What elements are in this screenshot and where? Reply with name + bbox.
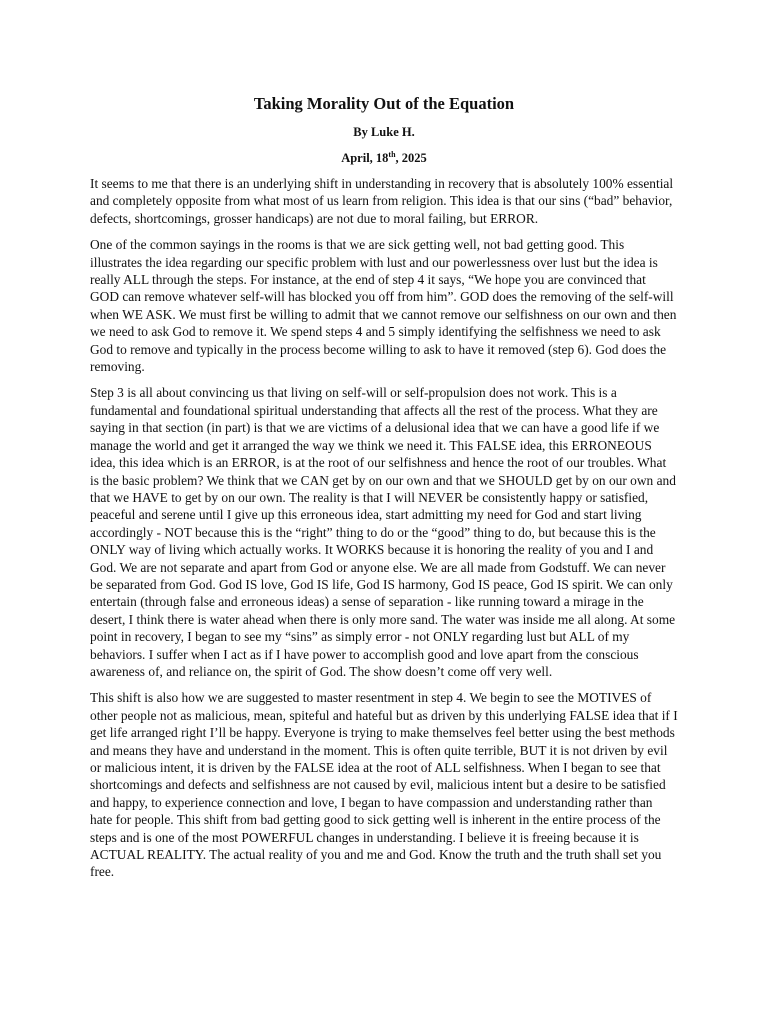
- date-text: April, 18: [341, 151, 389, 165]
- date-year: , 2025: [395, 151, 427, 165]
- document-title: Taking Morality Out of the Equation: [253, 94, 515, 113]
- author-byline: By Luke H.: [353, 125, 415, 139]
- paragraph-4: This shift is also how we are suggested to master resentment in step 4. We begin to see the MOTIVES of other people not as malicious, mean, spiteful and hateful but as driven by this underlying FALSE idea that if I get life arranged right I’ll be happy. Everyone is trying to make themselves feel better using the best methods and means they have and understand in the moment. This is often quite terrible, BUT it is not driven by evil or malicious intent, it is driven by the FALSE idea at the root of ALL selfishness. When I began to see that shortcomings and defects and selfishness are not caused by evil, malicious intent but a desire to be satisfied and happy, to experience connection and love, I began to have compassion and understanding rather than hate for people. This shift from bad getting good to sick getting well is inherent in the entire process of the steps and is one of the most POWERFUL changes in understanding. I believe it is freeing because it is ACTUAL REALITY. The actual reality of you and me and God. Know the truth and the truth shall set you free.: [90, 690, 678, 880]
- paragraph-2: One of the common sayings in the rooms is that we are sick getting well, not bad getting good. This illustrates the idea regarding our specific problem with lust and our powerlessness over lust but the idea is really ALL through the steps. For instance, at the end of step 4 it says, “We hope you are convinced that GOD can remove whatever self-will has blocked you off from him”. GOD does the removing of the self-will when WE ASK. We must first be willing to admit that we cannot remove our selfishness on our own and then we need to ask God to remove it. We spend steps 4 and 5 simply identifying the selfishness we need to ask God to remove and typically in the process become willing to ask to have it removed (step 6). God does the removing.: [90, 237, 677, 375]
- paragraph-1: It seems to me that there is an underlying shift in understanding in recovery that is absolutely 100% essential and completely opposite from what most of us learn from religion. This idea is that our sins (“bad” behavior, defects, shortcomings, grosser handicaps) are not due to moral failing, but ERROR.: [90, 176, 674, 226]
- date-ordinal-suffix: th: [388, 149, 396, 159]
- document-page: [90, 94, 678, 890]
- paragraph-3: Step 3 is all about convincing us that living on self-will or self-propulsion does not work. This is a fundamental and foundational spiritual understanding that affects all the rest of the process. What they are saying in that section (in part) is that we are victims of a delusional idea that we can have a good life if we manage the world and get it arranged the way we think we need it. This FALSE idea, this ERRONEOUS idea, this idea which is an ERROR, is at the root of our selfishness and hence the root of our troubles. What is the basic problem? We think that we CAN get by on our own and that we SHOULD get by on our own and that we HAVE to get by on our own. The reality is that I will NEVER be consistently happy or satisfied, peaceful and serene until I give up this erroneous idea, start admitting my need for God and start living accordingly - NOT because this is the “right” thing to do or the “good” thing to do, but because this is the ONLY way of living which actually works. It WORKS because it is honoring the reality of you and I and God. We are not separate and apart from God or anyone else. We are all made from Godstuff. We can never be separated from God. God IS love, God IS life, God IS harmony, God IS peace, God IS spirit. We can only entertain (through false and erroneous ideas) a sense of separation - like running toward a mirage in the desert, I think there is water ahead when there is only more sand. The water was inside me all along. At some point in recovery, I began to see my “sins” as simply error - not ONLY regarding lust but ALL of my behaviors. I suffer when I act as if I have power to accomplish good and love apart from the conscious awareness of, and reliance on, the spirit of God. The show doesn’t come off very well.: [90, 385, 676, 679]
- document-date: [90, 150, 678, 166]
